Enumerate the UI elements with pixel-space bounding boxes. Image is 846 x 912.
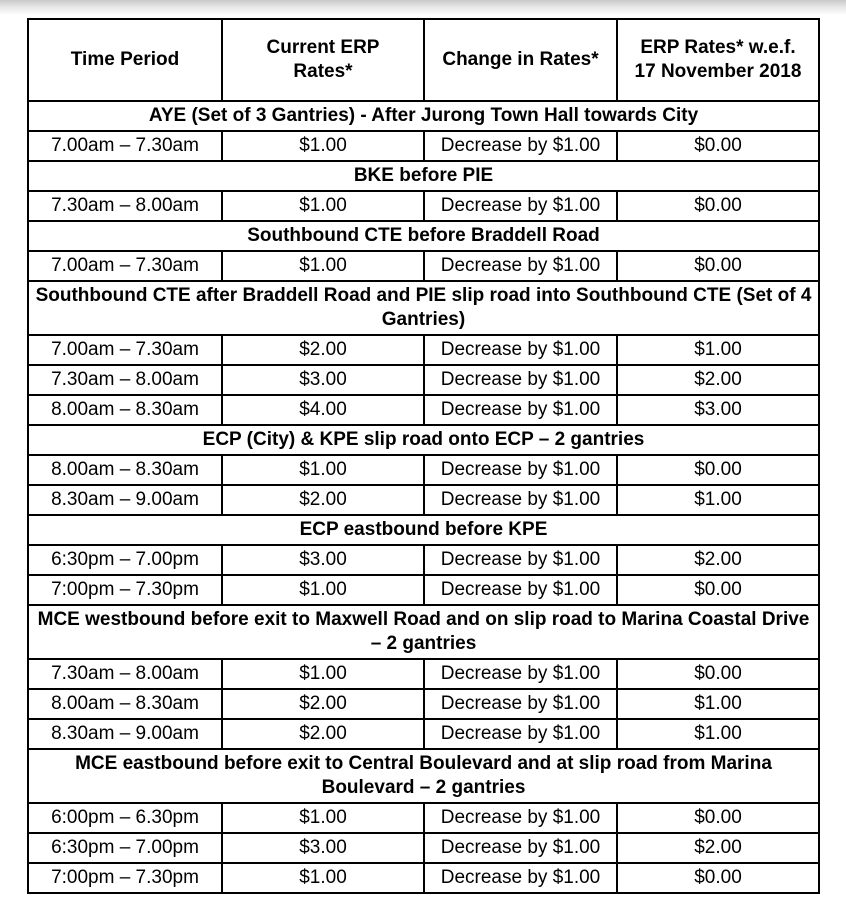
rate-row (28, 395, 819, 425)
rate-row (28, 803, 819, 833)
rate-change-cell: Decrease by $1.00 (424, 191, 617, 221)
current-rate-cell: $2.00 (222, 689, 424, 719)
new-rate-cell: $1.00 (617, 335, 819, 365)
rate-change-cell: Decrease by $1.00 (424, 335, 617, 365)
current-rate-cell: $2.00 (222, 485, 424, 515)
column-header-new-rates-label: ERP Rates* w.e.f. 17 November 2018 (634, 37, 802, 82)
section-header-row (28, 515, 819, 545)
column-header-time-period-label: Time Period (70, 48, 180, 70)
new-rate-cell: $1.00 (617, 719, 819, 749)
section-header-row (28, 749, 819, 803)
current-rate-cell: $3.00 (222, 545, 424, 575)
column-header-time-period (28, 19, 222, 101)
time-period-cell: 7.30am – 8.00am (28, 191, 222, 221)
erp-rates-table (27, 18, 820, 894)
section-title: Southbound CTE before Braddell Road (28, 221, 819, 251)
rate-change-cell: Decrease by $1.00 (424, 833, 617, 863)
rate-row (28, 833, 819, 863)
new-rate-cell: $2.00 (617, 833, 819, 863)
time-period-cell: 8.30am – 9.00am (28, 719, 222, 749)
new-rate-cell: $2.00 (617, 545, 819, 575)
section-title: MCE eastbound before exit to Central Boulevard and at slip road from Marina Boulevard – 2 gantries (28, 749, 819, 803)
section-title: ECP eastbound before KPE (28, 515, 819, 545)
new-rate-cell: $0.00 (617, 803, 819, 833)
time-period-cell: 8.30am – 9.00am (28, 485, 222, 515)
current-rate-cell: $1.00 (222, 863, 424, 893)
current-rate-cell: $1.00 (222, 455, 424, 485)
section-header-row (28, 605, 819, 659)
current-rate-cell: $1.00 (222, 251, 424, 281)
rate-change-cell: Decrease by $1.00 (424, 395, 617, 425)
new-rate-cell: $0.00 (617, 131, 819, 161)
top-gradient-band (0, 0, 846, 15)
new-rate-cell: $2.00 (617, 365, 819, 395)
rate-change-cell: Decrease by $1.00 (424, 863, 617, 893)
section-title: ECP (City) & KPE slip road onto ECP – 2 gantries (28, 425, 819, 455)
time-period-cell: 8.00am – 8.30am (28, 689, 222, 719)
section-title: AYE (Set of 3 Gantries) - After Jurong Town Hall towards City (28, 101, 819, 131)
time-period-cell: 6:30pm – 7.00pm (28, 833, 222, 863)
table-header (28, 19, 819, 101)
time-period-cell: 7.00am – 7.30am (28, 131, 222, 161)
rate-row (28, 545, 819, 575)
section-title: BKE before PIE (28, 161, 819, 191)
rate-row (28, 863, 819, 893)
section-header-row (28, 101, 819, 131)
rate-row (28, 689, 819, 719)
rate-row (28, 251, 819, 281)
rate-change-cell: Decrease by $1.00 (424, 659, 617, 689)
current-rate-cell: $1.00 (222, 131, 424, 161)
new-rate-cell: $0.00 (617, 659, 819, 689)
rate-row (28, 455, 819, 485)
current-rate-cell: $3.00 (222, 833, 424, 863)
section-header-row (28, 425, 819, 455)
rate-change-cell: Decrease by $1.00 (424, 575, 617, 605)
section-title: MCE westbound before exit to Maxwell Road and on slip road to Marina Coastal Drive – 2 gantries (28, 605, 819, 659)
column-header-new-rates (617, 19, 819, 101)
column-header-change-in-rates-label: Change in Rates* (442, 48, 599, 70)
rate-change-cell: Decrease by $1.00 (424, 251, 617, 281)
new-rate-cell: $0.00 (617, 251, 819, 281)
current-rate-cell: $2.00 (222, 719, 424, 749)
time-period-cell: 7.30am – 8.00am (28, 365, 222, 395)
time-period-cell: 7:00pm – 7.30pm (28, 863, 222, 893)
new-rate-cell: $0.00 (617, 191, 819, 221)
time-period-cell: 7:00pm – 7.30pm (28, 575, 222, 605)
new-rate-cell: $1.00 (617, 485, 819, 515)
rate-row (28, 575, 819, 605)
rate-row (28, 719, 819, 749)
rate-change-cell: Decrease by $1.00 (424, 719, 617, 749)
time-period-cell: 8.00am – 8.30am (28, 455, 222, 485)
new-rate-cell: $0.00 (617, 863, 819, 893)
column-header-current-rates (222, 19, 424, 101)
time-period-cell: 6:00pm – 6.30pm (28, 803, 222, 833)
current-rate-cell: $2.00 (222, 335, 424, 365)
rate-row (28, 485, 819, 515)
new-rate-cell: $1.00 (617, 689, 819, 719)
new-rate-cell: $0.00 (617, 575, 819, 605)
rate-change-cell: Decrease by $1.00 (424, 689, 617, 719)
current-rate-cell: $1.00 (222, 659, 424, 689)
time-period-cell: 8.00am – 8.30am (28, 395, 222, 425)
table-body (28, 101, 819, 893)
rate-row (28, 659, 819, 689)
section-header-row (28, 281, 819, 335)
new-rate-cell: $3.00 (617, 395, 819, 425)
time-period-cell: 7.00am – 7.30am (28, 251, 222, 281)
current-rate-cell: $1.00 (222, 803, 424, 833)
rate-row (28, 365, 819, 395)
rate-change-cell: Decrease by $1.00 (424, 455, 617, 485)
time-period-cell: 6:30pm – 7.00pm (28, 545, 222, 575)
column-header-current-rates-label: Current ERP Rates* (266, 37, 380, 82)
time-period-cell: 7.00am – 7.30am (28, 335, 222, 365)
rate-row (28, 131, 819, 161)
new-rate-cell: $0.00 (617, 455, 819, 485)
current-rate-cell: $3.00 (222, 365, 424, 395)
section-title: Southbound CTE after Braddell Road and PIE slip road into Southbound CTE (Set of 4 Gantries) (28, 281, 819, 335)
rate-change-cell: Decrease by $1.00 (424, 545, 617, 575)
rate-row (28, 191, 819, 221)
column-header-change-in-rates (424, 19, 617, 101)
rate-change-cell: Decrease by $1.00 (424, 365, 617, 395)
time-period-cell: 7.30am – 8.00am (28, 659, 222, 689)
current-rate-cell: $1.00 (222, 575, 424, 605)
section-header-row (28, 161, 819, 191)
rate-row (28, 335, 819, 365)
rate-change-cell: Decrease by $1.00 (424, 131, 617, 161)
current-rate-cell: $1.00 (222, 191, 424, 221)
section-header-row (28, 221, 819, 251)
rate-change-cell: Decrease by $1.00 (424, 803, 617, 833)
current-rate-cell: $4.00 (222, 395, 424, 425)
column-header-row (28, 19, 819, 101)
rate-change-cell: Decrease by $1.00 (424, 485, 617, 515)
